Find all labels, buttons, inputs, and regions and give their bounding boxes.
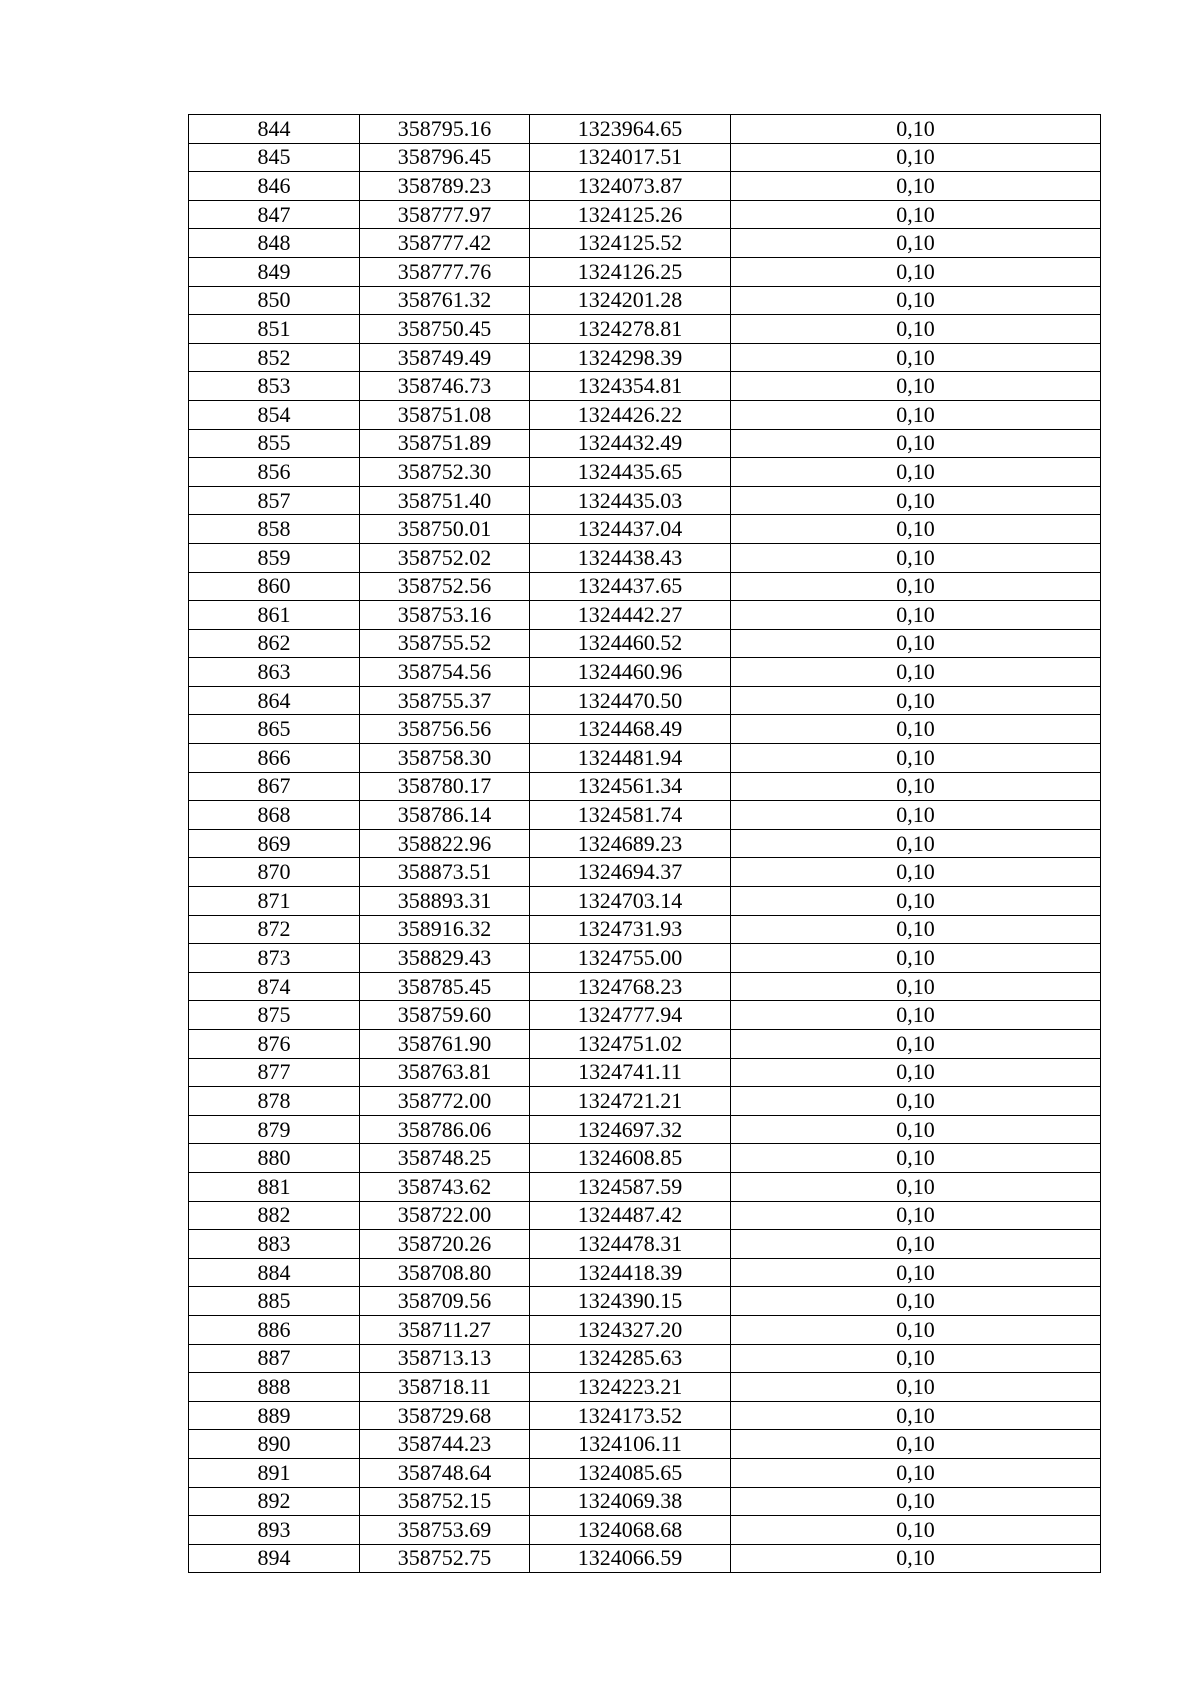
x-coordinate-cell: 358755.52 [360, 629, 530, 658]
point-number-cell: 873 [189, 944, 360, 973]
y-coordinate-cell: 1324201.28 [530, 286, 731, 315]
point-number-cell: 888 [189, 1373, 360, 1402]
accuracy-cell: 0,10 [731, 543, 1101, 572]
accuracy-cell: 0,10 [731, 1115, 1101, 1144]
x-coordinate-cell: 358720.26 [360, 1230, 530, 1259]
accuracy-cell: 0,10 [731, 515, 1101, 544]
point-number-cell: 852 [189, 343, 360, 372]
point-number-cell: 862 [189, 629, 360, 658]
accuracy-cell: 0,10 [731, 944, 1101, 973]
y-coordinate-cell: 1324017.51 [530, 143, 731, 172]
y-coordinate-cell: 1324442.27 [530, 601, 731, 630]
table-row [189, 744, 1101, 773]
accuracy-cell: 0,10 [731, 887, 1101, 916]
y-coordinate-cell: 1324438.43 [530, 543, 731, 572]
y-coordinate-cell: 1324066.59 [530, 1544, 731, 1573]
y-coordinate-cell: 1324741.11 [530, 1058, 731, 1087]
accuracy-cell: 0,10 [731, 858, 1101, 887]
table-row [189, 115, 1101, 144]
accuracy-cell: 0,10 [731, 429, 1101, 458]
point-number-cell: 889 [189, 1401, 360, 1430]
table-row [189, 1430, 1101, 1459]
point-number-cell: 864 [189, 686, 360, 715]
table-row [189, 1258, 1101, 1287]
x-coordinate-cell: 358713.13 [360, 1344, 530, 1373]
y-coordinate-cell: 1324068.68 [530, 1516, 731, 1545]
table-row [189, 1115, 1101, 1144]
table-row [189, 1401, 1101, 1430]
accuracy-cell: 0,10 [731, 629, 1101, 658]
y-coordinate-cell: 1323964.65 [530, 115, 731, 144]
point-number-cell: 866 [189, 744, 360, 773]
y-coordinate-cell: 1324432.49 [530, 429, 731, 458]
x-coordinate-cell: 358754.56 [360, 658, 530, 687]
x-coordinate-cell: 358780.17 [360, 772, 530, 801]
point-number-cell: 867 [189, 772, 360, 801]
table-row [189, 1487, 1101, 1516]
y-coordinate-cell: 1324126.25 [530, 257, 731, 286]
accuracy-cell: 0,10 [731, 1373, 1101, 1402]
table-row [189, 772, 1101, 801]
accuracy-cell: 0,10 [731, 829, 1101, 858]
y-coordinate-cell: 1324689.23 [530, 829, 731, 858]
y-coordinate-cell: 1324468.49 [530, 715, 731, 744]
table-row [189, 543, 1101, 572]
x-coordinate-cell: 358758.30 [360, 744, 530, 773]
accuracy-cell: 0,10 [731, 801, 1101, 830]
x-coordinate-cell: 358777.76 [360, 257, 530, 286]
table-row [189, 172, 1101, 201]
y-coordinate-cell: 1324327.20 [530, 1315, 731, 1344]
x-coordinate-cell: 358744.23 [360, 1430, 530, 1459]
point-number-cell: 893 [189, 1516, 360, 1545]
x-coordinate-cell: 358752.75 [360, 1544, 530, 1573]
x-coordinate-cell: 358772.00 [360, 1087, 530, 1116]
point-number-cell: 877 [189, 1058, 360, 1087]
table-row [189, 944, 1101, 973]
point-number-cell: 894 [189, 1544, 360, 1573]
accuracy-cell: 0,10 [731, 1487, 1101, 1516]
table-row [189, 286, 1101, 315]
y-coordinate-cell: 1324390.15 [530, 1287, 731, 1316]
point-number-cell: 846 [189, 172, 360, 201]
table-row [189, 1058, 1101, 1087]
x-coordinate-cell: 358786.06 [360, 1115, 530, 1144]
x-coordinate-cell: 358722.00 [360, 1201, 530, 1230]
x-coordinate-cell: 358777.97 [360, 200, 530, 229]
y-coordinate-cell: 1324768.23 [530, 972, 731, 1001]
table-row [189, 229, 1101, 258]
x-coordinate-cell: 358751.08 [360, 400, 530, 429]
point-number-cell: 855 [189, 429, 360, 458]
point-number-cell: 854 [189, 400, 360, 429]
coordinates-table [188, 114, 1101, 1573]
table-row [189, 601, 1101, 630]
table-row [189, 801, 1101, 830]
x-coordinate-cell: 358756.56 [360, 715, 530, 744]
table-row [189, 1172, 1101, 1201]
accuracy-cell: 0,10 [731, 143, 1101, 172]
point-number-cell: 885 [189, 1287, 360, 1316]
point-number-cell: 876 [189, 1030, 360, 1059]
point-number-cell: 844 [189, 115, 360, 144]
point-number-cell: 874 [189, 972, 360, 1001]
accuracy-cell: 0,10 [731, 200, 1101, 229]
x-coordinate-cell: 358893.31 [360, 887, 530, 916]
y-coordinate-cell: 1324173.52 [530, 1401, 731, 1430]
accuracy-cell: 0,10 [731, 1430, 1101, 1459]
y-coordinate-cell: 1324418.39 [530, 1258, 731, 1287]
point-number-cell: 872 [189, 915, 360, 944]
x-coordinate-cell: 358761.32 [360, 286, 530, 315]
accuracy-cell: 0,10 [731, 1201, 1101, 1230]
table-row [189, 915, 1101, 944]
accuracy-cell: 0,10 [731, 1315, 1101, 1344]
x-coordinate-cell: 358795.16 [360, 115, 530, 144]
point-number-cell: 863 [189, 658, 360, 687]
x-coordinate-cell: 358759.60 [360, 1001, 530, 1030]
x-coordinate-cell: 358785.45 [360, 972, 530, 1001]
point-number-cell: 882 [189, 1201, 360, 1230]
table-row [189, 372, 1101, 401]
table-row [189, 458, 1101, 487]
table-row [189, 1087, 1101, 1116]
accuracy-cell: 0,10 [731, 1544, 1101, 1573]
table-row [189, 715, 1101, 744]
x-coordinate-cell: 358755.37 [360, 686, 530, 715]
table-row [189, 829, 1101, 858]
y-coordinate-cell: 1324106.11 [530, 1430, 731, 1459]
y-coordinate-cell: 1324460.52 [530, 629, 731, 658]
point-number-cell: 860 [189, 572, 360, 601]
table-row [189, 143, 1101, 172]
table-row [189, 629, 1101, 658]
table-row [189, 572, 1101, 601]
y-coordinate-cell: 1324125.26 [530, 200, 731, 229]
accuracy-cell: 0,10 [731, 572, 1101, 601]
table-row [189, 1544, 1101, 1573]
y-coordinate-cell: 1324703.14 [530, 887, 731, 916]
accuracy-cell: 0,10 [731, 744, 1101, 773]
table-row [189, 315, 1101, 344]
accuracy-cell: 0,10 [731, 658, 1101, 687]
x-coordinate-cell: 358718.11 [360, 1373, 530, 1402]
x-coordinate-cell: 358743.62 [360, 1172, 530, 1201]
x-coordinate-cell: 358916.32 [360, 915, 530, 944]
x-coordinate-cell: 358761.90 [360, 1030, 530, 1059]
y-coordinate-cell: 1324435.03 [530, 486, 731, 515]
accuracy-cell: 0,10 [731, 1172, 1101, 1201]
accuracy-cell: 0,10 [731, 458, 1101, 487]
point-number-cell: 892 [189, 1487, 360, 1516]
y-coordinate-cell: 1324587.59 [530, 1172, 731, 1201]
point-number-cell: 848 [189, 229, 360, 258]
table-row [189, 1344, 1101, 1373]
y-coordinate-cell: 1324470.50 [530, 686, 731, 715]
point-number-cell: 891 [189, 1458, 360, 1487]
point-number-cell: 847 [189, 200, 360, 229]
accuracy-cell: 0,10 [731, 229, 1101, 258]
x-coordinate-cell: 358751.89 [360, 429, 530, 458]
y-coordinate-cell: 1324751.02 [530, 1030, 731, 1059]
y-coordinate-cell: 1324426.22 [530, 400, 731, 429]
y-coordinate-cell: 1324608.85 [530, 1144, 731, 1173]
x-coordinate-cell: 358729.68 [360, 1401, 530, 1430]
point-number-cell: 865 [189, 715, 360, 744]
y-coordinate-cell: 1324354.81 [530, 372, 731, 401]
y-coordinate-cell: 1324069.38 [530, 1487, 731, 1516]
y-coordinate-cell: 1324285.63 [530, 1344, 731, 1373]
y-coordinate-cell: 1324460.96 [530, 658, 731, 687]
y-coordinate-cell: 1324721.21 [530, 1087, 731, 1116]
x-coordinate-cell: 358709.56 [360, 1287, 530, 1316]
accuracy-cell: 0,10 [731, 601, 1101, 630]
table-row [189, 343, 1101, 372]
table-row [189, 486, 1101, 515]
y-coordinate-cell: 1324481.94 [530, 744, 731, 773]
point-number-cell: 868 [189, 801, 360, 830]
x-coordinate-cell: 358746.73 [360, 372, 530, 401]
x-coordinate-cell: 358752.02 [360, 543, 530, 572]
accuracy-cell: 0,10 [731, 315, 1101, 344]
accuracy-cell: 0,10 [731, 115, 1101, 144]
y-coordinate-cell: 1324125.52 [530, 229, 731, 258]
table-row [189, 515, 1101, 544]
table-row [189, 1201, 1101, 1230]
table-row [189, 1030, 1101, 1059]
point-number-cell: 853 [189, 372, 360, 401]
table-row [189, 1315, 1101, 1344]
accuracy-cell: 0,10 [731, 715, 1101, 744]
table-row [189, 1458, 1101, 1487]
y-coordinate-cell: 1324223.21 [530, 1373, 731, 1402]
accuracy-cell: 0,10 [731, 972, 1101, 1001]
accuracy-cell: 0,10 [731, 915, 1101, 944]
x-coordinate-cell: 358751.40 [360, 486, 530, 515]
accuracy-cell: 0,10 [731, 400, 1101, 429]
point-number-cell: 850 [189, 286, 360, 315]
x-coordinate-cell: 358753.69 [360, 1516, 530, 1545]
x-coordinate-cell: 358750.45 [360, 315, 530, 344]
point-number-cell: 845 [189, 143, 360, 172]
y-coordinate-cell: 1324073.87 [530, 172, 731, 201]
point-number-cell: 886 [189, 1315, 360, 1344]
y-coordinate-cell: 1324435.65 [530, 458, 731, 487]
accuracy-cell: 0,10 [731, 486, 1101, 515]
point-number-cell: 861 [189, 601, 360, 630]
point-number-cell: 881 [189, 1172, 360, 1201]
x-coordinate-cell: 358711.27 [360, 1315, 530, 1344]
accuracy-cell: 0,10 [731, 172, 1101, 201]
accuracy-cell: 0,10 [731, 343, 1101, 372]
table-row [189, 858, 1101, 887]
x-coordinate-cell: 358786.14 [360, 801, 530, 830]
accuracy-cell: 0,10 [731, 1344, 1101, 1373]
x-coordinate-cell: 358708.80 [360, 1258, 530, 1287]
accuracy-cell: 0,10 [731, 1030, 1101, 1059]
point-number-cell: 887 [189, 1344, 360, 1373]
x-coordinate-cell: 358777.42 [360, 229, 530, 258]
point-number-cell: 857 [189, 486, 360, 515]
y-coordinate-cell: 1324581.74 [530, 801, 731, 830]
accuracy-cell: 0,10 [731, 372, 1101, 401]
table-row [189, 658, 1101, 687]
accuracy-cell: 0,10 [731, 257, 1101, 286]
point-number-cell: 849 [189, 257, 360, 286]
table-row [189, 429, 1101, 458]
y-coordinate-cell: 1324085.65 [530, 1458, 731, 1487]
y-coordinate-cell: 1324561.34 [530, 772, 731, 801]
accuracy-cell: 0,10 [731, 286, 1101, 315]
accuracy-cell: 0,10 [731, 1058, 1101, 1087]
x-coordinate-cell: 358748.25 [360, 1144, 530, 1173]
coordinates-table-body [189, 115, 1101, 1573]
x-coordinate-cell: 358748.64 [360, 1458, 530, 1487]
point-number-cell: 856 [189, 458, 360, 487]
y-coordinate-cell: 1324278.81 [530, 315, 731, 344]
table-row [189, 1516, 1101, 1545]
accuracy-cell: 0,10 [731, 1458, 1101, 1487]
x-coordinate-cell: 358752.15 [360, 1487, 530, 1516]
x-coordinate-cell: 358796.45 [360, 143, 530, 172]
x-coordinate-cell: 358752.30 [360, 458, 530, 487]
x-coordinate-cell: 358749.49 [360, 343, 530, 372]
x-coordinate-cell: 358763.81 [360, 1058, 530, 1087]
accuracy-cell: 0,10 [731, 1258, 1101, 1287]
table-row [189, 1373, 1101, 1402]
x-coordinate-cell: 358873.51 [360, 858, 530, 887]
point-number-cell: 883 [189, 1230, 360, 1259]
x-coordinate-cell: 358829.43 [360, 944, 530, 973]
point-number-cell: 875 [189, 1001, 360, 1030]
y-coordinate-cell: 1324777.94 [530, 1001, 731, 1030]
accuracy-cell: 0,10 [731, 1230, 1101, 1259]
y-coordinate-cell: 1324755.00 [530, 944, 731, 973]
table-row [189, 1144, 1101, 1173]
point-number-cell: 890 [189, 1430, 360, 1459]
table-row [189, 887, 1101, 916]
accuracy-cell: 0,10 [731, 1287, 1101, 1316]
point-number-cell: 858 [189, 515, 360, 544]
table-row [189, 972, 1101, 1001]
y-coordinate-cell: 1324437.04 [530, 515, 731, 544]
y-coordinate-cell: 1324694.37 [530, 858, 731, 887]
x-coordinate-cell: 358750.01 [360, 515, 530, 544]
point-number-cell: 884 [189, 1258, 360, 1287]
y-coordinate-cell: 1324298.39 [530, 343, 731, 372]
y-coordinate-cell: 1324478.31 [530, 1230, 731, 1259]
point-number-cell: 871 [189, 887, 360, 916]
accuracy-cell: 0,10 [731, 1087, 1101, 1116]
accuracy-cell: 0,10 [731, 1401, 1101, 1430]
accuracy-cell: 0,10 [731, 772, 1101, 801]
table-row [189, 1001, 1101, 1030]
table-row [189, 400, 1101, 429]
point-number-cell: 869 [189, 829, 360, 858]
x-coordinate-cell: 358752.56 [360, 572, 530, 601]
y-coordinate-cell: 1324697.32 [530, 1115, 731, 1144]
point-number-cell: 880 [189, 1144, 360, 1173]
table-row [189, 257, 1101, 286]
point-number-cell: 870 [189, 858, 360, 887]
accuracy-cell: 0,10 [731, 1516, 1101, 1545]
x-coordinate-cell: 358753.16 [360, 601, 530, 630]
x-coordinate-cell: 358789.23 [360, 172, 530, 201]
table-row [189, 1287, 1101, 1316]
y-coordinate-cell: 1324731.93 [530, 915, 731, 944]
table-row [189, 686, 1101, 715]
accuracy-cell: 0,10 [731, 1144, 1101, 1173]
table-row [189, 1230, 1101, 1259]
point-number-cell: 879 [189, 1115, 360, 1144]
y-coordinate-cell: 1324437.65 [530, 572, 731, 601]
table-row [189, 200, 1101, 229]
accuracy-cell: 0,10 [731, 1001, 1101, 1030]
accuracy-cell: 0,10 [731, 686, 1101, 715]
point-number-cell: 851 [189, 315, 360, 344]
point-number-cell: 859 [189, 543, 360, 572]
y-coordinate-cell: 1324487.42 [530, 1201, 731, 1230]
point-number-cell: 878 [189, 1087, 360, 1116]
x-coordinate-cell: 358822.96 [360, 829, 530, 858]
